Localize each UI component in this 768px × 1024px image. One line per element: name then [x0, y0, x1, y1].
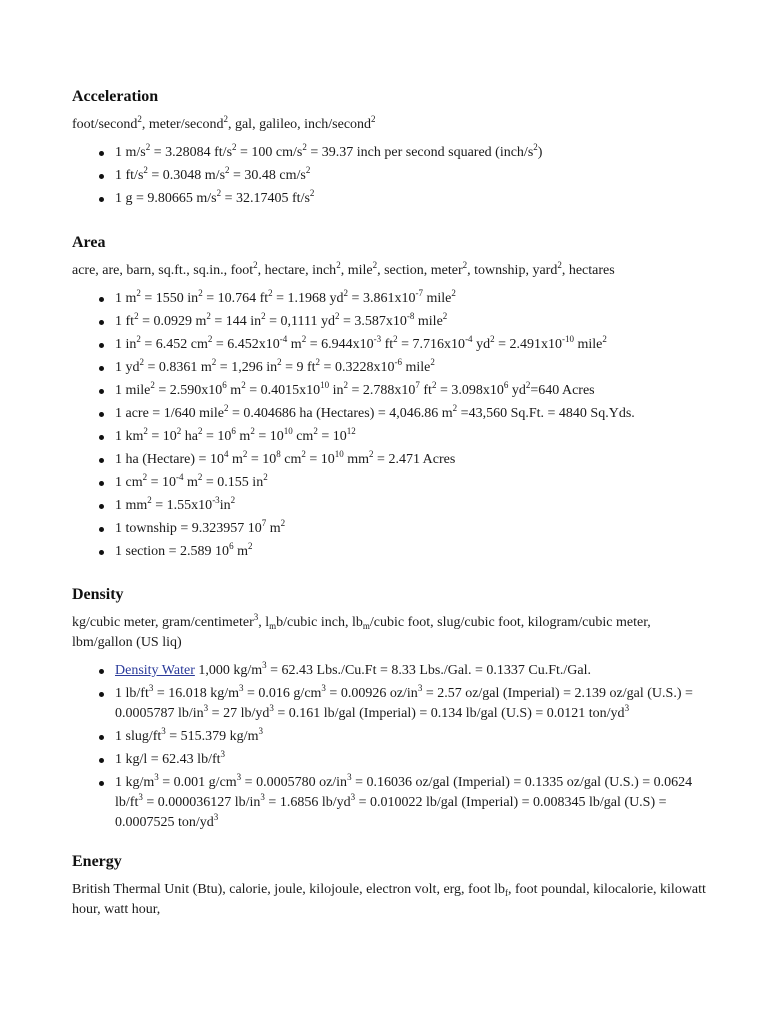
section-title-area: Area	[72, 234, 106, 251]
list-item: 1 $in^2 = 6.452$ $cm^2 = 6.452x10^{-4}$ $m^2 = 6.944x10^{-3}$ $ft^2 = 7.716x10^{-4}$ $yd^2 = 2.491x10^{-10}$ mile$^2$	[115, 335, 712, 355]
list-item: 1 $yd^2 = 0.8361$ $m^2 = 1,296$ $in^2 = 9$ $ft^2 = 0.3228x10^{-6}$ mile$^2$	[115, 358, 712, 378]
list-item: 1 kg/l = 62.43 $lb/ft^3$	[115, 750, 712, 770]
list-item: 1 g = 9.80665 $m/s^2 = 32.17405$ $ft/s^2$	[115, 189, 712, 209]
section-density	[72, 586, 712, 833]
acceleration-units: foot/second$^2$, meter/second$^2$, gal, galileo, inch/second$^2$	[72, 114, 376, 132]
section-area	[72, 234, 712, 562]
list-item: 1 acre = 1/640 mile$^2$ = 0.404686 ha (Hectares) = 4,046.86 $m^2 =43,560$ Sq.Ft. = 4840 Sq.Yds.	[115, 404, 712, 424]
section-acceleration	[72, 88, 712, 209]
list-item: 1 $m/s^2 = 3.28084$ $ft/s^2 = 100$ $cm/s^2 = 39.37$ inch per second squared $(inch/s^2)$	[115, 143, 712, 163]
area-list	[72, 289, 712, 562]
list-item: 1 ha (Hectare) = $10^4$ $m^2 = 10^8$ $cm^2 = 10^{10}$ $mm^2 = 2.471$ Acres	[115, 450, 712, 470]
list-item: 1 $mm^2 = 1.55x10^{-3}in^2$	[115, 496, 712, 516]
list-item: 1 $ft/s^2 = 0.3048$ $m/s^2 = 30.48$ $cm/s^2$	[115, 166, 712, 186]
list-item: 1 $ft^2 = 0.0929$ $m^2 = 144$ $in^2 = 0,1111$ $yd^2 = 3.587x10^{-8}$ mile$^2$	[115, 312, 712, 332]
list-item: 1 $cm^2 = 10^{-4}$ $m^2 = 0.155$ $in^2$	[115, 473, 712, 493]
section-title-energy: Energy	[72, 853, 122, 870]
list-item: 1 section = 2.589 $10^6$ $m^2$	[115, 542, 712, 562]
list-item: Density Water 1,000 $kg/m^3 = 62.43$ Lbs./Cu.Ft = 8.33 Lbs./Gal. = 0.1337 Cu.Ft./Gal.	[115, 661, 712, 681]
list-item: 1 slug/$ft^3 = 515.379$ $kg/m^3$	[115, 727, 712, 747]
page-content	[72, 88, 712, 928]
section-title-acceleration: Acceleration	[72, 88, 159, 105]
list-item: 1 $km^2 = 10^2$ $ha^2 = 10^6$ $m^2 = 10^{10}$ $cm^2 = 10^{12}$	[115, 427, 712, 447]
list-item: 1 mile$^2$ = $2.590x10^6$ $m^2 = 0.4015x10^{10}$ $in^2 = 2.788x10^7$ $ft^2 = 3.098x10^6$ $yd^2=640$ Acres	[115, 381, 712, 401]
list-item: 1 $lb/ft^3 = 16.018$ $kg/m^3 = 0.016$ $g/cm^3 = 0.00926$ $oz/in^3 = 2.57$ oz/gal (Imperial) = 2.139 oz/gal (U.S.) = 0.0005787 $lb/in^3 = 27$ $lb/yd^3 = 0.161$ lb/gal (Imperial) = 0.134 lb/gal (U.S) = 0.0121 ton/$yd^3$	[115, 684, 712, 724]
density-list	[72, 661, 712, 833]
density-water-link[interactable]: Density Water	[115, 663, 195, 678]
density-units: kg/cubic meter, gram/centimeter$^3$, $l_mb$/cubic inch, $lb_m$/cubic foot, slug/cubic foot, kilogram/cubic meter, lbm/gallon (US liq)	[72, 612, 651, 650]
list-item: 1 $m^2 = 1550$ $in^2 = 10.764$ $ft^2 = 1.1968$ $yd^2 = 3.861x10^{-7}$ mile$^2$	[115, 289, 712, 309]
section-energy	[72, 853, 712, 920]
section-title-density: Density	[72, 586, 124, 603]
acceleration-list	[72, 143, 712, 209]
list-item: 1 $kg/m^3 = 0.001$ $g/cm^3 = 0.0005780$ $oz/in^3 = 0.16036$ oz/gal (Imperial) = 0.1335 oz/gal (U.S.) = 0.0624 $lb/ft^3 = 0.000036127$ $lb/in^3 = 1.6856$ $lb/yd^3 = 0.010022$ lb/gal (Imperial) = 0.008345 lb/gal (U.S) = 0.0007525 ton/$yd^3$	[115, 773, 712, 833]
area-units: acre, are, barn, sq.ft., sq.in., foot$^2$, hectare, inch$^2$, mile$^2$, section, meter$^2$, township, yard$^2$, hectares	[72, 260, 615, 278]
energy-units: British Thermal Unit (Btu), calorie, joule, kilojoule, electron volt, erg, foot $lb_f$, foot poundal, kilocalorie, kilowatt hour, watt hour,	[72, 882, 706, 917]
list-item: 1 township = 9.323957 $10^7$ $m^2$	[115, 519, 712, 539]
